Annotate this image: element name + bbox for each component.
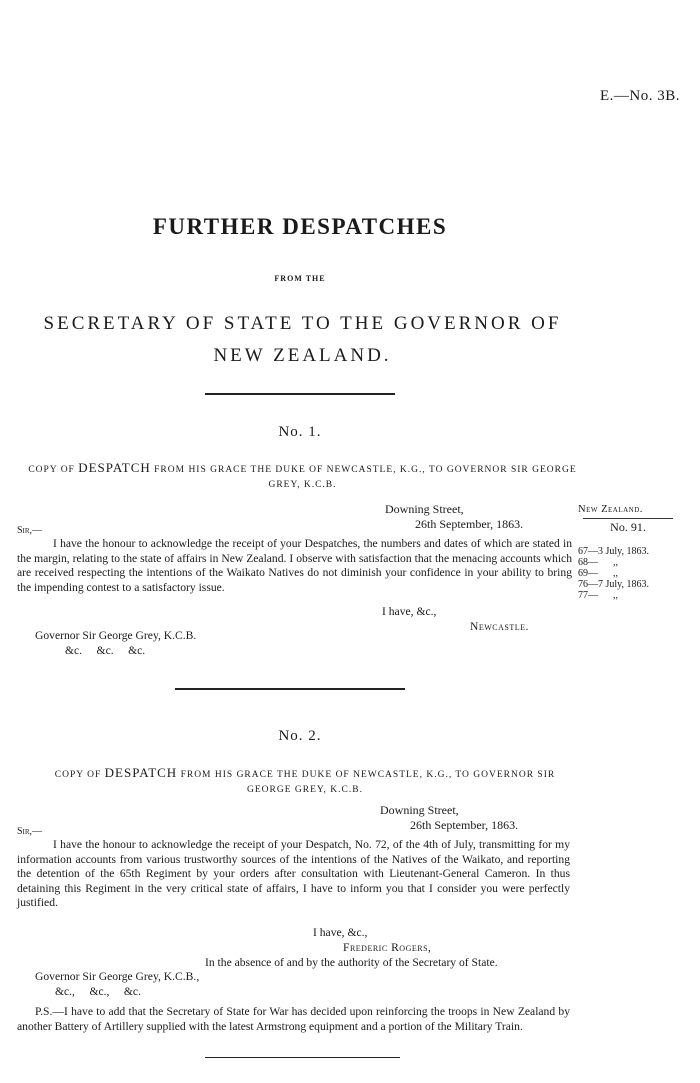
margin-ref: 76—7 July, 1863. — [578, 579, 650, 590]
section-divider — [205, 1057, 400, 1058]
section-divider — [205, 393, 395, 395]
closing: I have, &c., — [313, 926, 368, 939]
addressee: Governor Sir George Grey, K.C.B., — [35, 970, 200, 983]
margin-ref: 69— ,, — [578, 568, 618, 579]
signature: Newcastle. — [470, 620, 529, 633]
despatch-heading — [35, 765, 575, 798]
section-divider — [175, 688, 405, 690]
salutation: Sir,— — [17, 525, 43, 536]
despatch-number: No. 2. — [278, 728, 322, 744]
margin-ref: 68— ,, — [578, 557, 618, 568]
date: 26th September, 1863. — [415, 517, 524, 531]
heading-copy-of: COPY OF — [54, 770, 102, 780]
despatch-number: No. 1. — [278, 424, 322, 440]
heading-from: FROM HIS GRACE THE DUKE OF NEWCASTLE, K.G., TO GOVERNOR SIR GEORGE GREY, K.C.B. — [180, 770, 556, 795]
signature-note: In the absence of and by the authority of the Secretary of State. — [205, 956, 498, 969]
title-from: FROM THE — [274, 274, 326, 283]
margin-ref: 77— ,, — [578, 590, 618, 601]
margin-number: No. 91. — [583, 518, 673, 535]
heading-despatch: DESPATCH — [78, 460, 151, 475]
etc-line: &c., &c., &c. — [55, 985, 141, 998]
heading-from: FROM HIS GRACE THE DUKE OF NEWCASTLE, K.G., TO GOVERNOR SIR GEORGE GREY, K.C.B. — [154, 465, 577, 490]
addressee: Governor Sir George Grey, K.C.B. — [35, 629, 197, 642]
margin-heading: New Zealand. — [578, 504, 643, 515]
closing: I have, &c., — [382, 605, 437, 618]
place: Downing Street, — [380, 803, 459, 817]
despatch-heading — [15, 460, 590, 493]
salutation: Sir,— — [17, 826, 43, 837]
signature: Frederic Rogers, — [343, 941, 432, 954]
date: 26th September, 1863. — [410, 818, 519, 832]
postscript: P.S.—I have to add that the Secretary of State for War has decided upon reinforcing the troops in New Zealand by another Battery of Artillery supplied with the latest Armstrong equipment and a portion of the Military Train. — [17, 1005, 570, 1033]
margin-ref: 67—3 July, 1863. — [578, 546, 650, 557]
despatch-body: I have the honour to acknowledge the receipt of your Despatch, No. 72, of the 4th of July, transmitting for my information accounts from various trustworthy sources of the intentions of the Natives of the Waikato, and reporting the detention of the 65th Regiment by your orders after consultation with Lieutenant-General Cameron. In thus detaining this Regiment in the very critical state of affairs, I have to inform you that I consider you were perfectly justified. — [17, 838, 570, 909]
place: Downing Street, — [385, 502, 464, 516]
document-reference: E.—No. 3B. — [600, 88, 680, 104]
heading-despatch: DESPATCH — [104, 765, 178, 780]
document-subtitle: SECRETARY OF STATE TO THE GOVERNOR OF NEW ZEALAND. — [43, 313, 562, 366]
despatch-body: I have the honour to acknowledge the receipt of your Despatches, the numbers and dates of which are stated in the margin, relating to the state of affairs in New Zealand. I observe with satisfaction that the menacing accounts which are received respecting the intentions of the Waikato Natives do not diminish your confidence in your ability to bring the impending contest to a satisfactory issue. — [17, 537, 572, 594]
heading-copy-of: COPY OF — [28, 465, 75, 475]
document-title: FURTHER DESPATCHES — [152, 214, 448, 239]
etc-line: &c. &c. &c. — [65, 644, 146, 657]
